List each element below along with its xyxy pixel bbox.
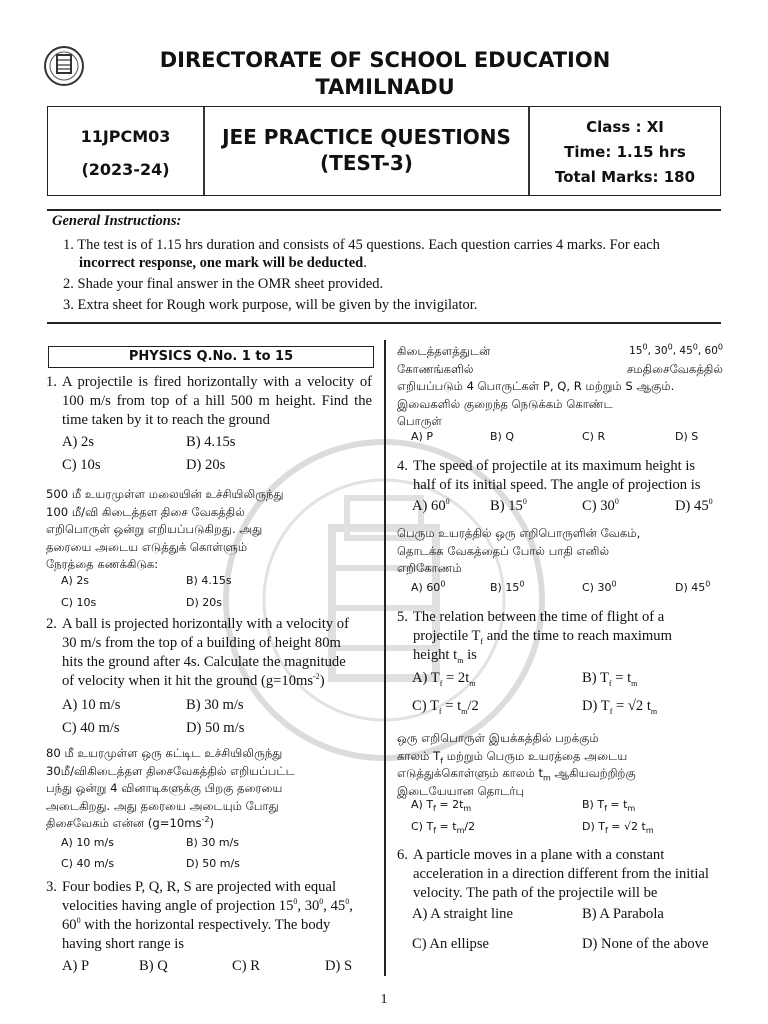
q5-option-c[interactable]: C) $T_f = t_m/2$ (412, 698, 479, 716)
instructions-heading: General Instructions: (52, 213, 182, 229)
total-marks-label: Total Marks: 180 (554, 168, 696, 186)
q1-ta-option-c[interactable]: C) 10s (61, 596, 97, 609)
instruction-2: 2. Shade your final answer in the OMR sheet provided. (63, 276, 384, 292)
q4-option-a[interactable]: A) $60^0$ (412, 497, 450, 514)
question-5: 5. The relation between the time of flight of a projectile $T_f$ and the time to reach maximum height $t_m$ is (397, 609, 672, 665)
q6-option-b[interactable]: B) A Parabola (582, 906, 664, 922)
instruction-1: 1. The test is of 1.15 hrs duration and consists of 45 questions. Each question carries 4 marks. For each (63, 237, 660, 253)
q4-option-d[interactable]: D) $45^0$ (675, 497, 713, 514)
q6-option-d[interactable]: D) None of the above (582, 936, 709, 952)
test-title: JEE PRACTICE QUESTIONS (222, 125, 511, 149)
question-4: 4. The speed of projectile at its maximum height is half of its initial speed. The angle of projection is (397, 458, 701, 493)
instruction-1-cont: incorrect response, one mark will be deducted. (79, 255, 367, 271)
q1-option-a[interactable]: A) 2s (62, 434, 95, 450)
q2-option-c[interactable]: C) 40 m/s (62, 720, 120, 736)
divider (47, 209, 721, 211)
instruction-3: 3. Extra sheet for Rough work purpose, will be given by the invigilator. (63, 297, 478, 313)
directorate-title: DIRECTORATE OF SCHOOL EDUCATION (159, 48, 611, 72)
q2-ta-option-c[interactable]: C) 40 m/s (61, 857, 115, 870)
page-number: 1 (380, 992, 388, 1007)
duration-label: Time: 1.15 hrs (564, 143, 686, 161)
q5-option-b[interactable]: B) $T_f = t_m$ (582, 670, 638, 688)
academic-year: (2023-24) (81, 160, 170, 179)
q3-tamil: கிடைத்தளத்துடன் $15^0$, $30^0$, $45^0$, $60^0$ கோணங்களில் சமதிசைவேகத்தில் எறியப்படும் 4 பொருட்கள் P, Q, R மற்றும் S ஆகும். இவைகளில் குறைந்த நெடுக்கம் கொண்ட பொருள் (397, 342, 723, 428)
test-subtitle: (TEST-3) (320, 151, 413, 175)
q3-option-c[interactable]: C) R (232, 958, 260, 974)
question-2: 2. A ball is projected horizontally with a velocity of 30 m/s from the top of a building of height 80m hits the ground after 4s. Calculate the magnitude of velocity when it hit the ground $(g=10ms^{-2})$ (46, 616, 349, 689)
q5-ta-option-c[interactable]: C) $T_f = t_m/2$ (411, 820, 476, 836)
q1-option-c[interactable]: C) 10s (62, 457, 101, 473)
section-title: PHYSICS Q.No. 1 to 15 (48, 346, 374, 368)
q4-ta-option-d[interactable]: D) $45^0$ (675, 579, 711, 594)
q3-ta-option-b[interactable]: B) Q (490, 430, 514, 443)
question-6: 6. A particle moves in a plane with a constant acceleration in a direction different from the initial velocity. The path of the projectile will be (397, 847, 709, 901)
test-info-box (47, 106, 721, 196)
q3-ta-option-d[interactable]: D) S (675, 430, 699, 443)
q1-ta-option-b[interactable]: B) 4.15s (186, 574, 232, 587)
q4-tamil: பெரும உயரத்தில் ஒரு எறிபொருளின் வேகம், தொடக்க வேகத்தைப் போல் பாதி எனில் எறிகோணம் (397, 526, 641, 575)
q1-ta-option-d[interactable]: D) 20s (186, 596, 222, 609)
question-3: 3. Four bodies P, Q, R, S are projected with equal velocities having angle of projection $15^0$, $30^0$, $45^0$, $60^0$ with the horizontal respectively. The body having short range is (46, 879, 353, 952)
q2-option-b[interactable]: B) 30 m/s (186, 697, 244, 713)
q5-option-d[interactable]: D) $T_f = √2$ $t_m$ (582, 698, 658, 716)
class-label: Class : XI (586, 118, 664, 136)
q6-option-a[interactable]: A) A straight line (412, 906, 513, 922)
q3-option-d[interactable]: D) S (325, 958, 353, 974)
q3-option-b[interactable]: B) Q (139, 958, 168, 974)
tamilnadu-emblem-logo (44, 44, 84, 108)
q4-ta-option-c[interactable]: C) $30^0$ (582, 579, 617, 594)
q3-option-a[interactable]: A) P (62, 958, 90, 974)
q1-option-d[interactable]: D) 20s (186, 457, 226, 473)
q2-ta-option-a[interactable]: A) 10 m/s (61, 836, 114, 849)
q5-ta-option-d[interactable]: D) $T_f = √2$ $t_m$ (582, 820, 654, 836)
q5-option-a[interactable]: A) $T_f = 2t_m$ (412, 670, 476, 688)
q2-ta-option-d[interactable]: D) 50 m/s (186, 857, 240, 870)
q2-option-a[interactable]: A) 10 m/s (62, 697, 121, 713)
q4-ta-option-b[interactable]: B) $15^0$ (490, 579, 525, 594)
q2-tamil: 80 மீ உயரமுள்ள ஒரு கட்டிட உச்சியிலிருந்து 30மீ/விகிடைத்தள திசைவேகத்தில் எறியப்பட்ட பந்து ஒன்று 4 வினாடிகளுக்கு பிறகு தரையை அடைகிறது. அது தரையை அடையும் போது திசைவேகம் என்ன $(g=10ms^{-2})$ (46, 746, 295, 830)
q5-ta-option-b[interactable]: B) $T_f = t_m$ (582, 798, 636, 814)
q5-ta-option-a[interactable]: A) $T_f = 2t_m$ (411, 798, 472, 814)
question-1: 1. A projectile is fired horizontally with a velocity of 100 m/s from top of a hill 500 m height. Find the time taken by it to reach the ground (46, 374, 372, 428)
q2-ta-option-b[interactable]: B) 30 m/s (186, 836, 239, 849)
q4-option-c[interactable]: C) $30^0$ (582, 497, 619, 514)
column-divider (384, 340, 386, 976)
test-code: 11JPCM03 (80, 127, 171, 146)
q1-tamil: 500 மீ உயரமுள்ள மலையின் உச்சியிலிருந்து 100 மீ/வி கிடைத்தள திசை வேகத்தில் எறிபொருள் ஒன்று எறியப்படுகிறது. அது தரையை அடைய எடுத்துக் கொள்ளும் நேரத்தை கணக்கிடுக: (46, 487, 284, 571)
q1-option-b[interactable]: B) 4.15s (186, 434, 236, 450)
state-title: TAMILNADU (315, 75, 455, 99)
q4-ta-option-a[interactable]: A) $60^0$ (411, 579, 446, 594)
q4-option-b[interactable]: B) $15^0$ (490, 497, 527, 514)
q2-option-d[interactable]: D) 50 m/s (186, 720, 245, 736)
divider (47, 322, 721, 324)
q3-ta-option-c[interactable]: C) R (582, 430, 606, 443)
q1-ta-option-a[interactable]: A) 2s (61, 574, 90, 587)
q6-option-c[interactable]: C) An ellipse (412, 936, 490, 952)
q5-tamil: ஒரு எறிபொருள் இயக்கத்தில் பறக்கும் காலம் $T_f$ மற்றும் பெரும உயரத்தை அடைய எடுத்துக்கொள்ளும் காலம் $t_m$ ஆகியவற்றிற்கு இடையேயான தொடர்பு (397, 731, 636, 798)
q3-ta-option-a[interactable]: A) P (411, 430, 433, 443)
